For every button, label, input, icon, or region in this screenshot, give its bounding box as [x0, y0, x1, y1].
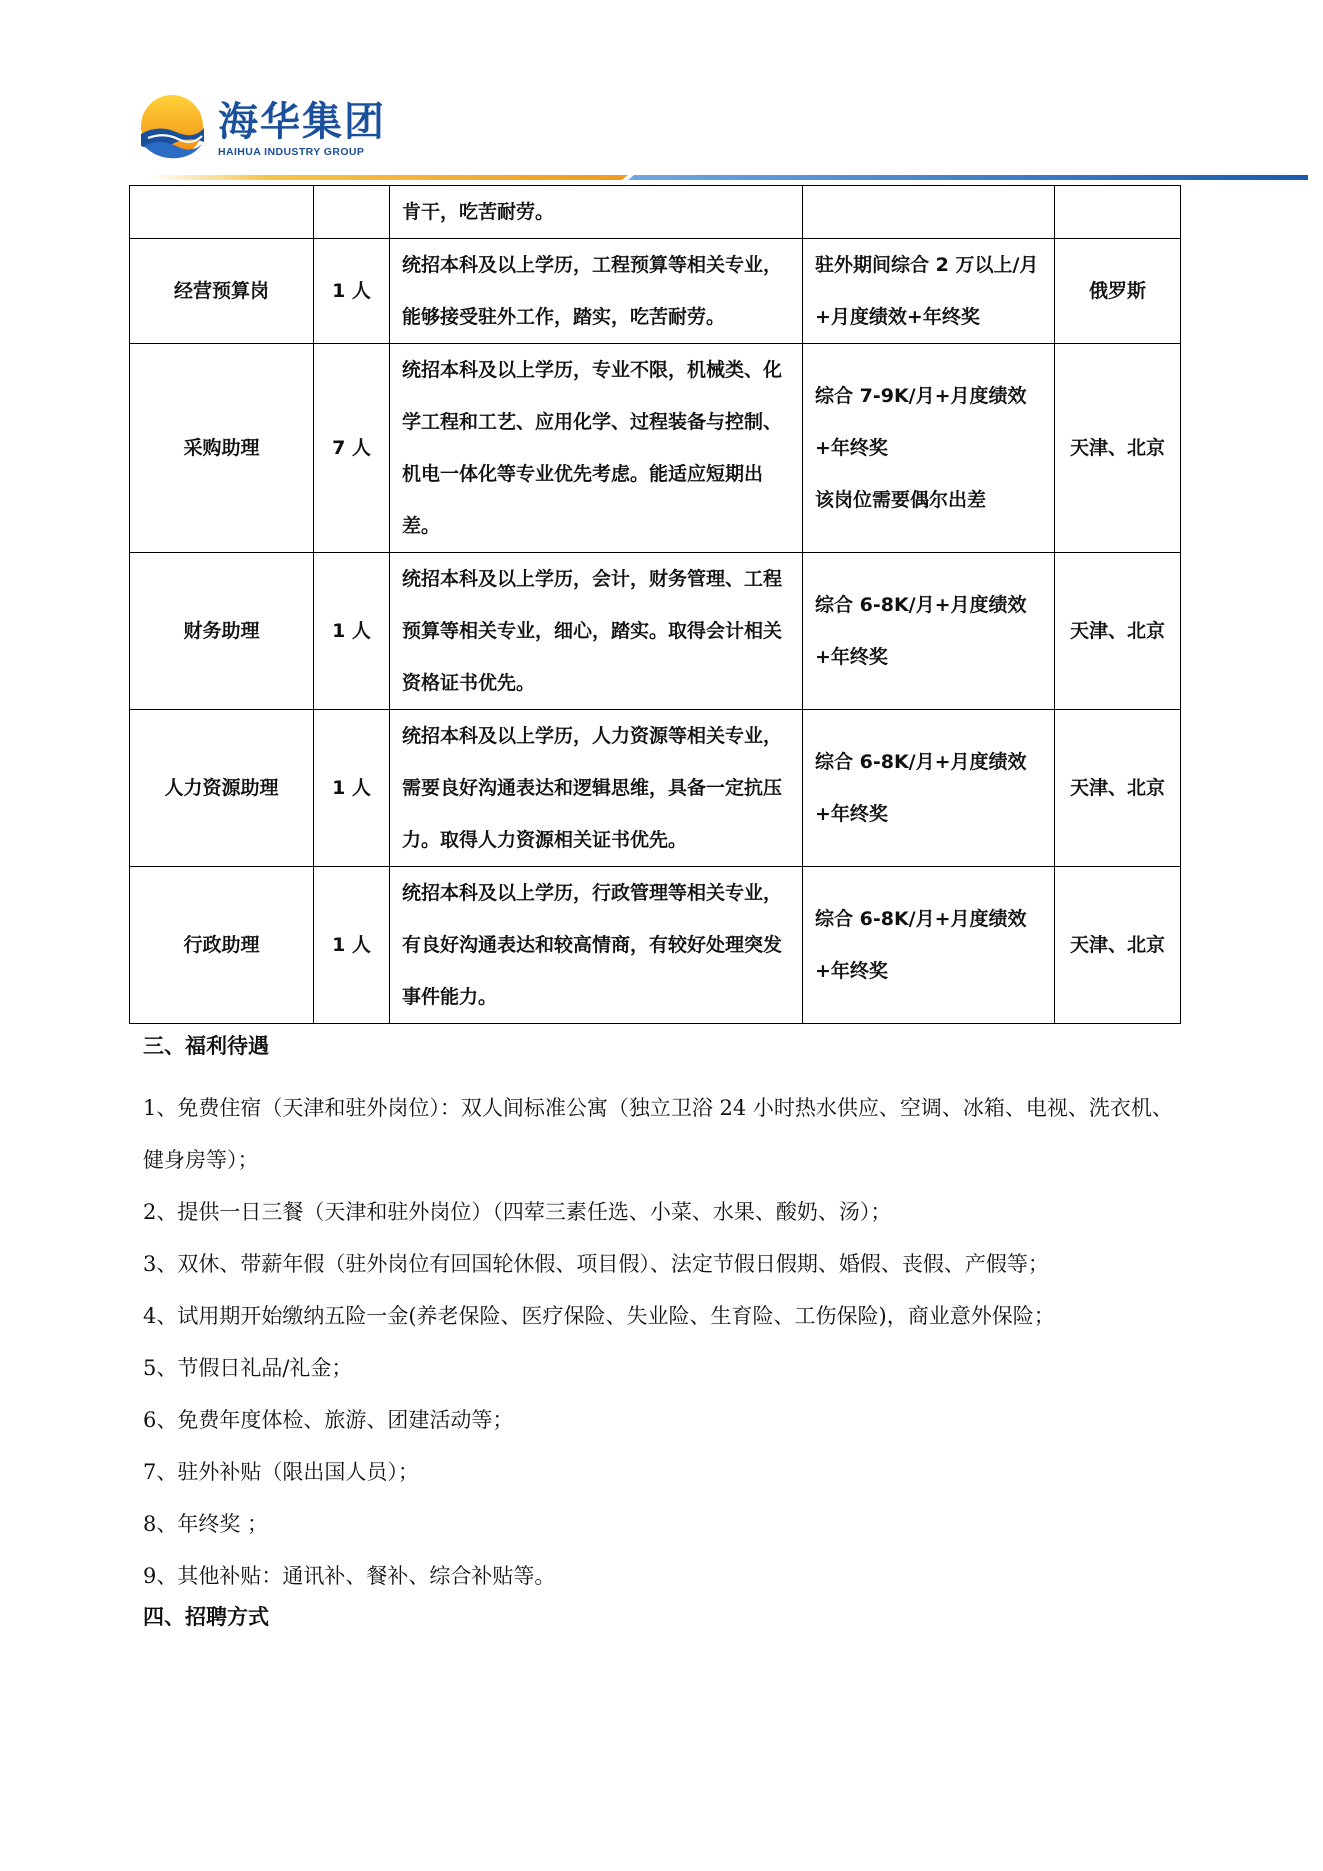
requirement-cell: 统招本科及以上学历，会计，财务管理、工程预算等相关专业，细心，踏实。取得会计相关资格证书优先。 — [390, 553, 803, 710]
count-cell: 1 人 — [314, 867, 390, 1024]
location-cell: 天津、北京 — [1055, 553, 1181, 710]
count-cell: 7 人 — [314, 344, 390, 553]
location-cell — [1055, 186, 1181, 239]
salary-cell: 综合 6-8K/月+月度绩效+年终奖 — [803, 553, 1055, 710]
haihua-logo-icon — [138, 94, 206, 160]
count-cell: 1 人 — [314, 239, 390, 344]
location-cell: 天津、北京 — [1055, 710, 1181, 867]
benefit-item: 8、年终奖 ； — [143, 1512, 269, 1536]
salary-cell: 驻外期间综合 2 万以上/月+月度绩效+年终奖 — [803, 239, 1055, 344]
position-cell: 人力资源助理 — [130, 710, 314, 867]
table-row — [130, 553, 1181, 710]
position-cell — [130, 186, 314, 239]
benefits-list — [143, 1082, 1188, 1602]
location-cell: 天津、北京 — [1055, 867, 1181, 1024]
salary-cell: 综合 7-9K/月+月度绩效+年终奖 该岗位需要偶尔出差 — [803, 344, 1055, 553]
requirement-cell: 统招本科及以上学历，专业不限，机械类、化学工程和工艺、应用化学、过程装备与控制、机电一体化等专业优先考虑。能适应短期出差。 — [390, 344, 803, 553]
table-row — [130, 186, 1181, 239]
benefit-item: 2、提供一日三餐（天津和驻外岗位）（四荤三素任选、小菜、水果、酸奶、汤）； — [143, 1200, 892, 1224]
salary-cell: 综合 6-8K/月+月度绩效+年终奖 — [803, 710, 1055, 867]
benefit-item: 3、双休、带薪年假（驻外岗位有回国轮休假、项目假）、法定节假日假期、婚假、丧假、产假等； — [143, 1252, 1049, 1276]
table-row — [130, 344, 1181, 553]
count-cell: 1 人 — [314, 710, 390, 867]
table-row — [130, 239, 1181, 344]
page-header — [0, 0, 1323, 185]
job-table — [129, 185, 1181, 1024]
location-cell: 俄罗斯 — [1055, 239, 1181, 344]
count-cell: 1 人 — [314, 553, 390, 710]
benefits-heading: 三、福利待遇 — [143, 1034, 269, 1058]
benefit-item: 6、免费年度体检、旅游、团建活动等； — [143, 1408, 514, 1432]
requirement-cell: 统招本科及以上学历，工程预算等相关专业，能够接受驻外工作，踏实，吃苦耐劳。 — [390, 239, 803, 344]
count-cell — [314, 186, 390, 239]
benefit-item: 7、驻外补贴（限出国人员）； — [143, 1460, 419, 1484]
header-divider-bar — [148, 172, 1308, 182]
salary-cell — [803, 186, 1055, 239]
benefit-item: 9、其他补贴：通讯补、餐补、综合补贴等。 — [143, 1564, 556, 1588]
benefit-item: 4、试用期开始缴纳五险一金(养老保险、医疗保险、失业险、生育险、工伤保险)，商业意外保险； — [143, 1304, 1055, 1328]
salary-cell: 综合 6-8K/月+月度绩效+年终奖 — [803, 867, 1055, 1024]
logo-subtitle: HAIHUA INDUSTRY GROUP — [218, 146, 365, 158]
requirement-cell: 统招本科及以上学历，人力资源等相关专业，需要良好沟通表达和逻辑思维，具备一定抗压力。取得人力资源相关证书优先。 — [390, 710, 803, 867]
table-row — [130, 710, 1181, 867]
recruit-heading: 四、招聘方式 — [143, 1605, 269, 1629]
requirement-cell: 肯干，吃苦耐劳。 — [390, 186, 803, 239]
location-cell: 天津、北京 — [1055, 344, 1181, 553]
benefit-item: 1、免费住宿（天津和驻外岗位）：双人间标准公寓（独立卫浴 24 小时热水供应、空调、冰箱、电视、洗衣机、健身房等）； — [143, 1096, 1173, 1172]
requirement-cell: 统招本科及以上学历，行政管理等相关专业，有良好沟通表达和较高情商，有较好处理突发事件能力。 — [390, 867, 803, 1024]
table-row — [130, 867, 1181, 1024]
position-cell: 行政助理 — [130, 867, 314, 1024]
position-cell: 经营预算岗 — [130, 239, 314, 344]
logo-text: 海华集团 — [218, 99, 386, 145]
benefit-item: 5、节假日礼品/礼金； — [143, 1356, 353, 1380]
position-cell: 采购助理 — [130, 344, 314, 553]
position-cell: 财务助理 — [130, 553, 314, 710]
